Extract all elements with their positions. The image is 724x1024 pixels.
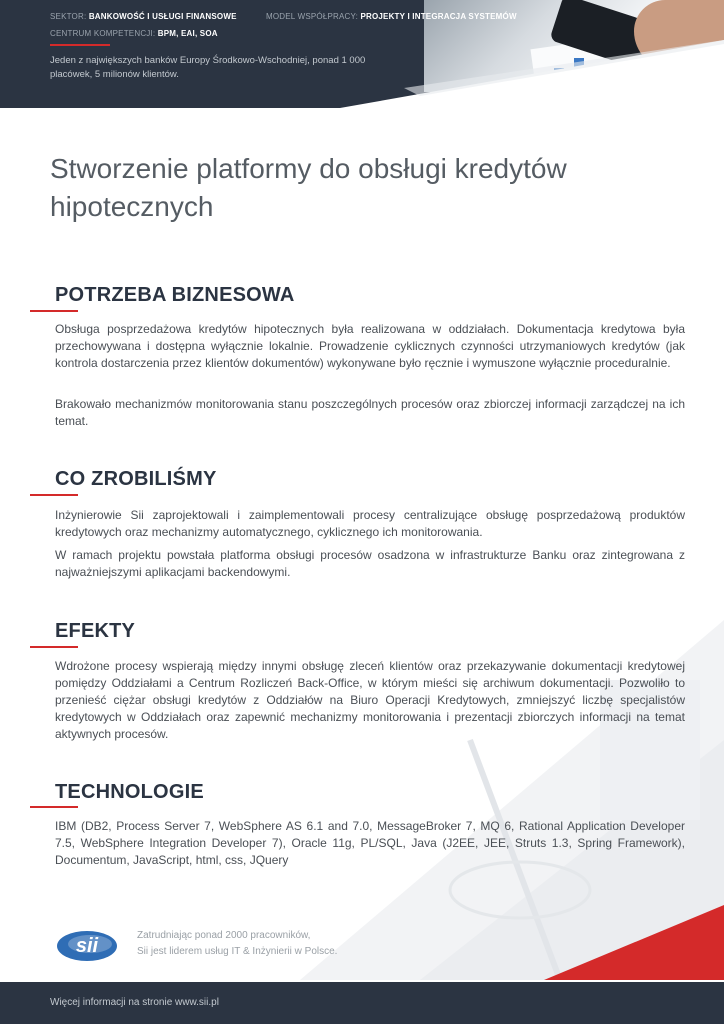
- section-accent-line: [30, 806, 78, 808]
- section-accent-line: [30, 494, 78, 496]
- competence-meta: [50, 29, 218, 38]
- sector-meta: [50, 12, 237, 21]
- section-accent-line: [30, 646, 78, 648]
- effects-paragraph: Wdrożone procesy wspierają między innymi obsługę zleceń klientów oraz przekazywanie dokumentacji kredytowej pomiędzy Oddziałami a Centrum Rozliczeń Back-Office, w którym mieści się archiwum dokumentacji. Pozwoliło to przenieść ciężar obsługi kredytów z Oddziałów na Biuro Operacji Kredytowych, zmniejszyć liczbę specjalistów kredytowych w Oddziałach oraz zapewnić mechanizmy monitorowania i prezentacji zbiorczych informacji na temat aktywnych procesów.: [55, 659, 685, 741]
- website-link[interactable]: Więcej informacji na stronie www.sii.pl: [50, 997, 219, 1008]
- model-meta: [266, 12, 517, 21]
- logo-text: sii: [75, 935, 99, 957]
- business-need-paragraph-1: Obsługa posprzedażowa kredytów hipotecznych była realizowana w oddziałach. Dokumentacja kredytowa była przechowywana i dostępna wyłącznie lokalnie. Prowadzenie cyklicznych czynności utrzymaniowych kredytów (jak kontrola dostarczenia przez klientów dokumentów) wykonywane było ręcznie i wymuszone wyłącznie proceduralnie.: [55, 322, 685, 370]
- tagline-line-1: Zatrudniając ponad 2000 pracowników,: [137, 930, 311, 941]
- client-intro: Jeden z największych banków Europy Środkowo-Wschodniej, ponad 1 000 placówek, 5 milionów klientów.: [50, 55, 366, 80]
- what-we-did-paragraph-2: W ramach projektu powstała platforma obsługi procesów osadzona w infrastrukturze Banku oraz zintegrowana z najważniejszymi aplikacjami backendowymi.: [55, 548, 685, 579]
- page-title: Stworzenie platformy do obsługi kredytów hipotecznych: [50, 153, 567, 222]
- model-value: PROJEKTY I INTEGRACJA SYSTEMÓW: [360, 12, 517, 21]
- tagline-line-2: Sii jest liderem usług IT & Inżynierii w Polsce.: [137, 946, 338, 957]
- section-heading-technologies: TECHNOLOGIE: [55, 781, 204, 803]
- competence-value: BPM, EAI, SOA: [157, 29, 218, 38]
- red-corner-accent: [544, 905, 724, 980]
- sii-logo: [54, 924, 120, 964]
- section-heading-effects: EFEKTY: [55, 620, 136, 642]
- section-accent-line: [30, 310, 78, 312]
- what-we-did-paragraph-1: Inżynierowie Sii zaprojektowali i zaimplementowali procesy centralizujące obsługę posprzedażową produktów kredytowych oraz mechanizmy automatycznego, cyklicznego ich monitorowania.: [55, 508, 685, 539]
- company-tagline: [137, 928, 337, 960]
- section-heading-what-we-did: CO ZROBILIŚMY: [55, 468, 217, 490]
- header-banner: [0, 0, 724, 108]
- technologies-paragraph: IBM (DB2, Process Server 7, WebSphere AS 6.1 and 7.0, MessageBroker 7, MQ 6, Rational Application Developer 7.5, WebSphere Integration Developer 7), Oracle 11g, PL/SQL, Java (J2EE, JEE, Struts 1.3, Spring Framework), Documentum, JavaScript, html, css, JQuery: [55, 819, 685, 867]
- sector-value: BANKOWOŚĆ I USŁUGI FINANSOWE: [88, 12, 237, 21]
- model-label: MODEL WSPÓŁPRACY:: [266, 12, 359, 21]
- header-accent-line: [50, 44, 110, 46]
- competence-label: CENTRUM KOMPETENCJI:: [50, 29, 156, 38]
- section-heading-business-need: POTRZEBA BIZNESOWA: [55, 284, 295, 306]
- business-need-paragraph-2: Brakowało mechanizmów monitorowania stanu poszczególnych procesów oraz zbiorczej informacji zarządczej na ich temat.: [55, 397, 685, 428]
- footer-bar: [0, 982, 724, 1024]
- sector-label: SEKTOR:: [50, 12, 87, 21]
